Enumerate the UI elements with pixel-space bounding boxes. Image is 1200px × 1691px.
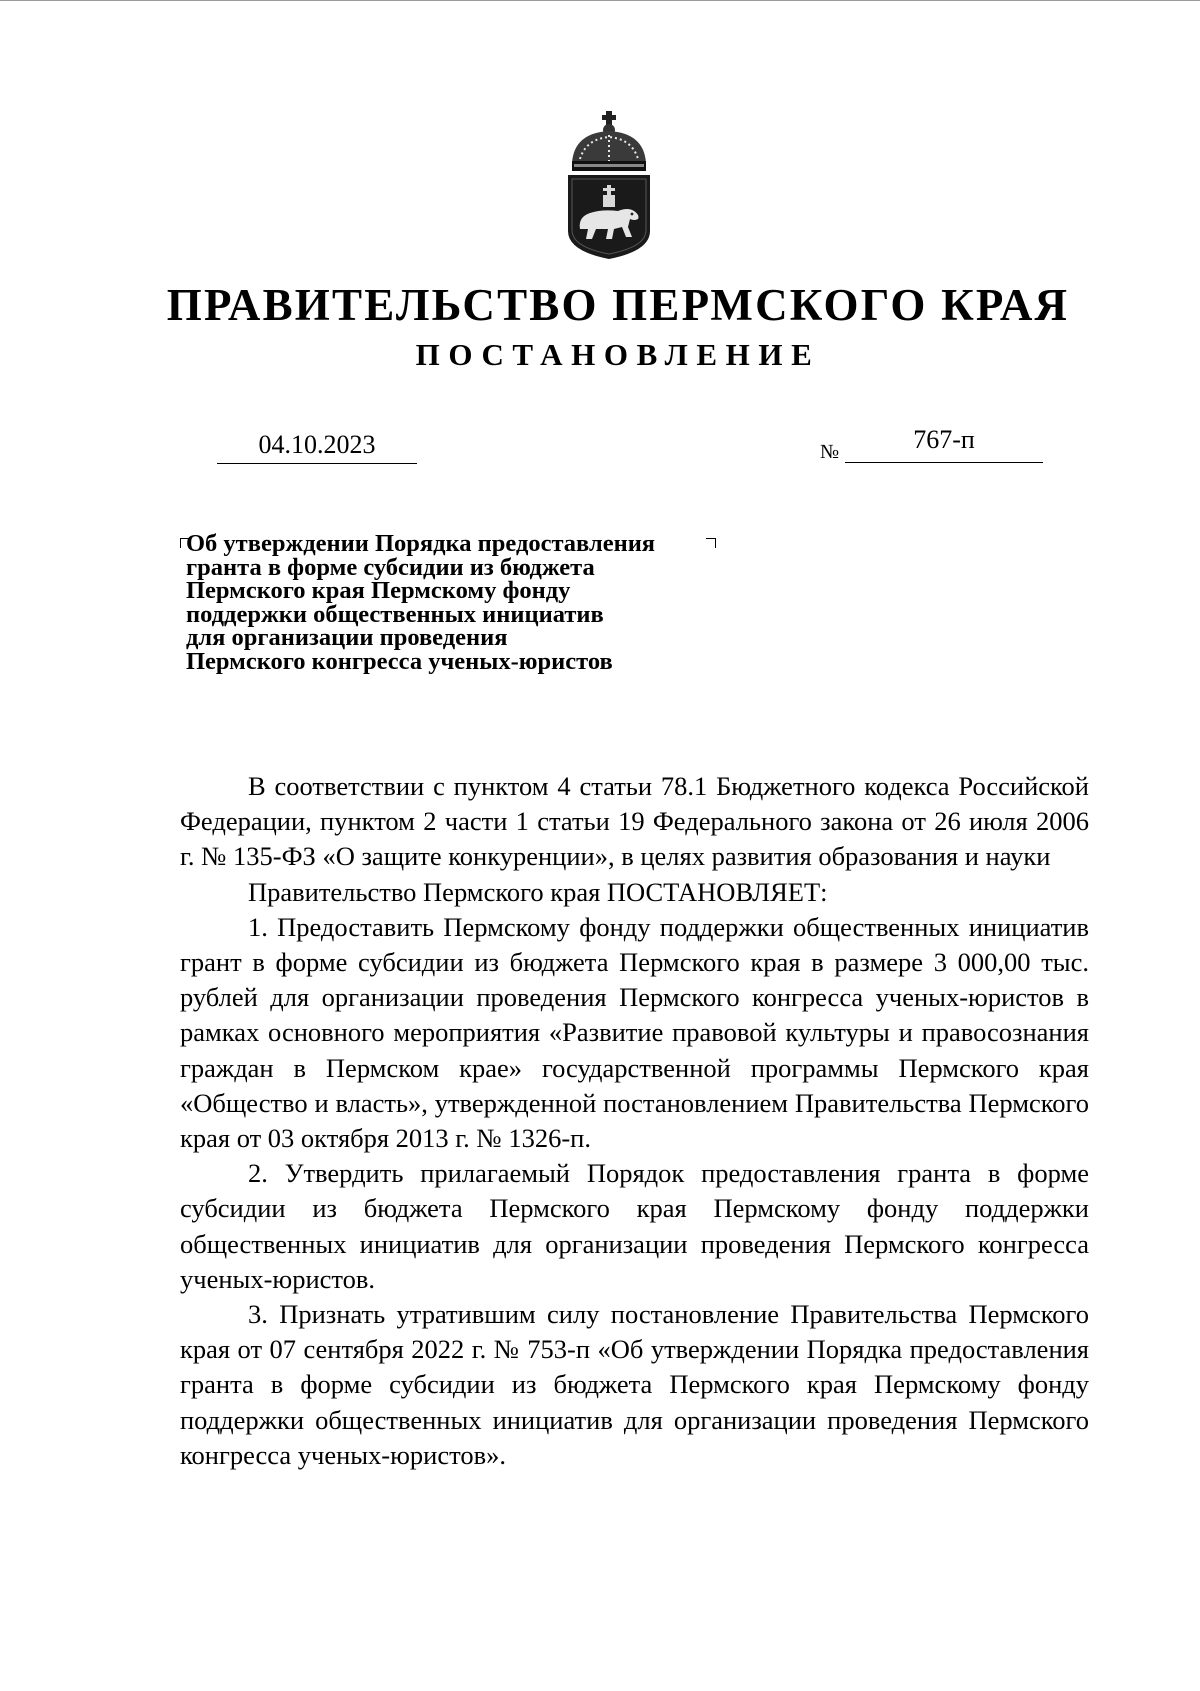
government-title: ПРАВИТЕЛЬСТВО ПЕРМСКОГО КРАЯ	[166, 280, 1070, 330]
document-number: 767-п	[845, 422, 1043, 463]
document-body	[180, 769, 1089, 1473]
subject-line: поддержки общественных инициатив	[186, 600, 604, 628]
document-subject	[186, 532, 746, 673]
subject-line: Пермского края Пермскому фонду	[186, 577, 571, 604]
body-paragraph-preamble: В соответствии с пунктом 4 статьи 78.1 Бюджетного кодекса Российской Федерации, пунктом 2 части 1 статьи 19 Федерального закона от 26 июля 2006 г. № 135-ФЗ «О защите конкуренции», в целях развития образования и науки	[180, 771, 1089, 872]
subject-line: для организации проведения	[186, 624, 508, 651]
subject-line: Пермского конгресса ученых-юристов	[186, 647, 613, 675]
subject-line: гранта в форме субсидии из бюджета	[186, 553, 595, 581]
coat-of-arms-emblem	[562, 111, 656, 261]
body-paragraph-resolves: Правительство Пермского края ПОСТАНОВЛЯЕТ:	[248, 876, 828, 907]
subject-line: Об утверждении Порядка предоставления	[186, 530, 656, 557]
body-paragraph-item-3: 3. Признать утратившим силу постановление Правительства Пермского края от 07 сентября 2022 г. № 753-п «Об утверждении Порядка предоставления гранта в форме субсидии из бюджета Пермского края Пермскому фонду поддержки общественных инициатив для организации проведения Пермского конгресса ученых-юристов».	[180, 1299, 1089, 1470]
body-paragraph-item-1: 1. Предоставить Пермскому фонду поддержки общественных инициатив грант в форме субсидии из бюджета Пермского края в размере 3 000,00 тыс. рублей для организации проведения Пермского конгресса ученых-юристов в рамках основного мероприятия «Развитие правовой культуры и правосознания граждан в Пермском крае» государственной программы Пермского края «Общество и власть», утвержденной постановлением Правительства Пермского края от 03 октября 2013 г. № 1326-п.	[180, 911, 1089, 1154]
body-paragraph-item-2: 2. Утвердить прилагаемый Порядок предоставления гранта в форме субсидии из бюджета Пермского края Пермскому фонду поддержки общественных инициатив для организации проведения Пермского конгресса ученых-юристов.	[180, 1158, 1089, 1294]
number-sign: №	[820, 441, 840, 463]
document-type: ПОСТАНОВЛЕНИЕ	[415, 337, 821, 372]
document-date: 04.10.2023	[217, 427, 417, 464]
